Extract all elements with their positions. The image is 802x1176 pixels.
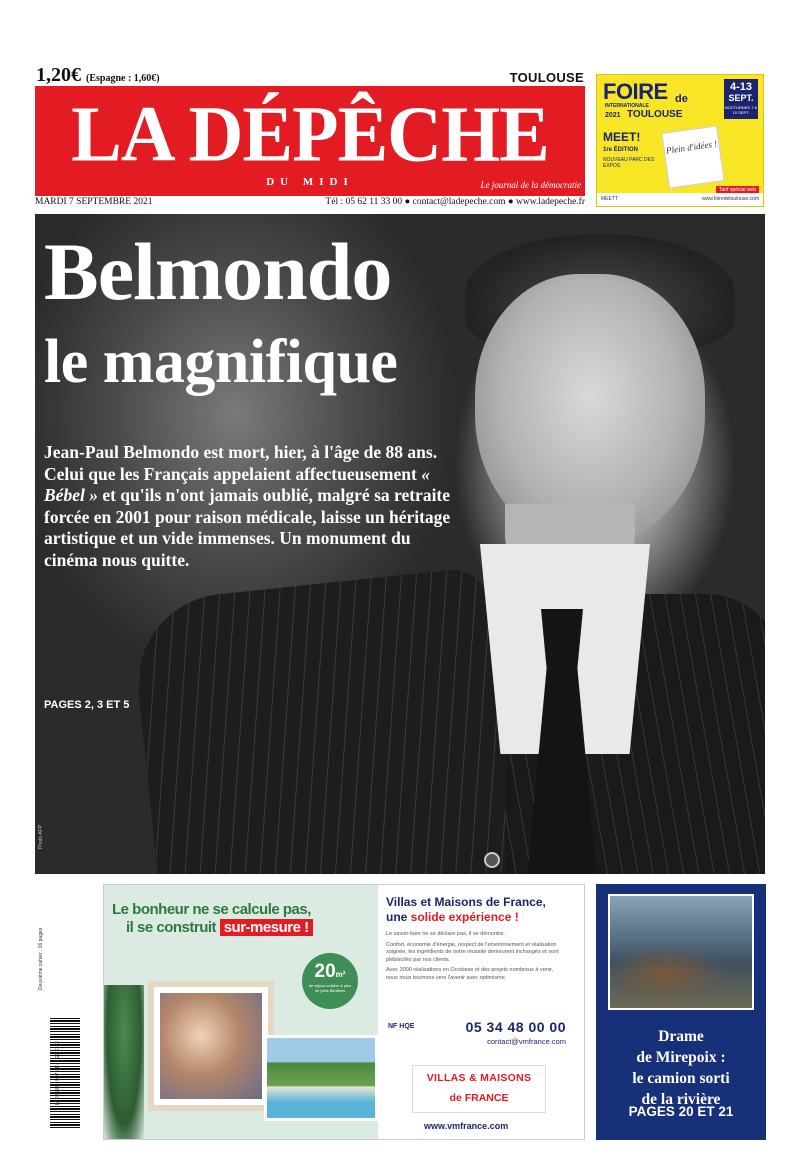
mirepoix-line-2: de Mirepoix : [636, 1049, 726, 1066]
mirepoix-line-4: de la rivière [641, 1091, 721, 1108]
camera-icon [484, 852, 500, 868]
ad-slogan-1: Le bonheur ne se calcule pas, [112, 901, 311, 918]
ad-body-3: Avec 3000 réalisations en Occitanie et des projets nombreux à venir, nous nous tournons vers l'avenir avec optimisme. [386, 967, 554, 981]
dateline [35, 197, 585, 211]
contact-info: Tél : 05 62 11 33 00 ● contact@ladepeche.com ● www.ladepeche.fr [325, 197, 585, 207]
ad-title [386, 895, 546, 925]
ad-plant [104, 985, 144, 1140]
villas-maisons-ad[interactable] [103, 884, 585, 1140]
newspaper-motto: Le journal de la démocratie [480, 180, 581, 190]
price-value: 1,20€ [36, 64, 81, 86]
cover-lead [44, 442, 464, 571]
lead-text-2: et qu'ils n'ont jamais oublié, malgré sa retraite forcée en 2001 pour raison médicale, laisse un héritage artistique et un vide immenses. Un monument du cinéma nous quitte. [44, 485, 451, 570]
foire-date-note: NOCTURNES 7 & 10 SEPT. [724, 105, 758, 115]
cover-subhead: le magnifique [44, 328, 398, 396]
mirepoix-line-1: Drame [658, 1028, 704, 1045]
barcode-text: M 02583 - 907 - F: 1,20 € - 2 [54, 1041, 61, 1105]
vmf-logo-line-1: VILLAS & MAISONS [426, 1072, 532, 1084]
vmf-logo-line-2: de FRANCE [449, 1092, 509, 1104]
foire-international: INTERNATIONALE [605, 103, 649, 109]
ad-title-line-1: Villas et Maisons de France, [386, 895, 546, 909]
foire-city: TOULOUSE [627, 109, 683, 120]
ad-title-line-2a: une [386, 910, 411, 924]
foire-footer [597, 193, 763, 206]
mirepoix-headline [596, 1026, 766, 1110]
family-picture [160, 993, 262, 1099]
vmf-logo [412, 1065, 546, 1113]
ad-title-line-2b: solide expérience ! [410, 910, 519, 924]
badge-num: 20 [314, 961, 336, 982]
ad-visual-panel [104, 885, 378, 1140]
ad-slogan-2a: il se construit [126, 919, 220, 936]
ad-phone[interactable]: 05 34 48 00 00 [465, 1019, 566, 1035]
ad-website[interactable]: www.vmfrance.com [424, 1121, 509, 1131]
ad-body [386, 931, 566, 985]
ad-20m2-badge [302, 953, 358, 1009]
foire-venue: NOUVEAU PARC DES EXPOS [603, 157, 655, 169]
foire-edition: 1re ÉDITION [603, 147, 639, 153]
foire-footer-left: MEETT [601, 196, 618, 202]
photo-suit-left [129, 566, 520, 874]
foire-date-main: 4-13 [729, 81, 753, 93]
logo-subtitle: DU MIDI [266, 176, 354, 188]
badge-text: de séjour-cuisine & plus de joies illimitées [308, 983, 352, 993]
foire-title: FOIRE [603, 79, 668, 104]
badge-number [302, 961, 358, 983]
masthead-banner[interactable] [35, 86, 585, 196]
ad-body-1: Le savoir-faire ne se déclare pas, il se démontre. [386, 931, 505, 937]
foire-date-badge [724, 79, 758, 119]
ad-text-panel [384, 885, 574, 1140]
lead-text-1: Jean-Paul Belmondo est mort, hier, à l'âge de 88 ans. Celui que les Français appelaient affectueusement [44, 442, 438, 484]
ad-body-2: Confort, économie d'énergie, respect de l'environnement et réalisation soignée, les ingrédients de notre réussite demeurent inchangés et sont plébiscités par nos clients. [386, 941, 559, 963]
ad-house-photo [264, 1035, 378, 1121]
mirepoix-pages-ref[interactable]: PAGES 20 ET 21 [628, 1104, 734, 1119]
edition-note: Deuxième cahier : 16 pages [38, 927, 44, 990]
nf-hqe-logo: NF HQE [388, 1023, 415, 1030]
newspaper-logo: LA DÉPÊCHE [71, 89, 549, 179]
foire-tarif: Tarif spécial web [716, 186, 759, 194]
price [36, 64, 160, 87]
foire-meet-logo: MEET! [603, 130, 641, 144]
mirepoix-teaser[interactable] [596, 884, 766, 1140]
mirepoix-line-3: le camion sorti [632, 1070, 730, 1087]
ad-slogan-2b: sur-mesure ! [220, 919, 313, 936]
foire-footer-url: www.foiredetoulouse.com [702, 196, 759, 202]
badge-unit: m² [335, 970, 346, 979]
foire-date-month: SEPT. [728, 93, 754, 103]
photo-credit: Photo AFP [37, 825, 44, 849]
ad-slogan-2 [126, 919, 313, 936]
price-note: (Espagne : 1,60€) [86, 73, 160, 84]
ad-family-photo [148, 981, 274, 1111]
issue-date: MARDI 7 SEPTEMBRE 2021 [35, 197, 153, 207]
edition-city: TOULOUSE [509, 70, 584, 85]
lead-nickname: « Bébel » [44, 463, 430, 505]
foire-year: 2021 [605, 112, 621, 119]
mirepoix-photo [608, 894, 754, 1010]
cover-pages-ref[interactable]: PAGES 2, 3 ET 5 [44, 699, 130, 711]
foire-toulouse-ad[interactable] [596, 74, 764, 207]
foire-card: Plein d'idées ! [661, 125, 724, 188]
cover-headline[interactable]: Belmondo [44, 226, 392, 317]
ad-email[interactable]: contact@vmfrance.com [487, 1037, 566, 1046]
foire-de: de [675, 93, 688, 105]
